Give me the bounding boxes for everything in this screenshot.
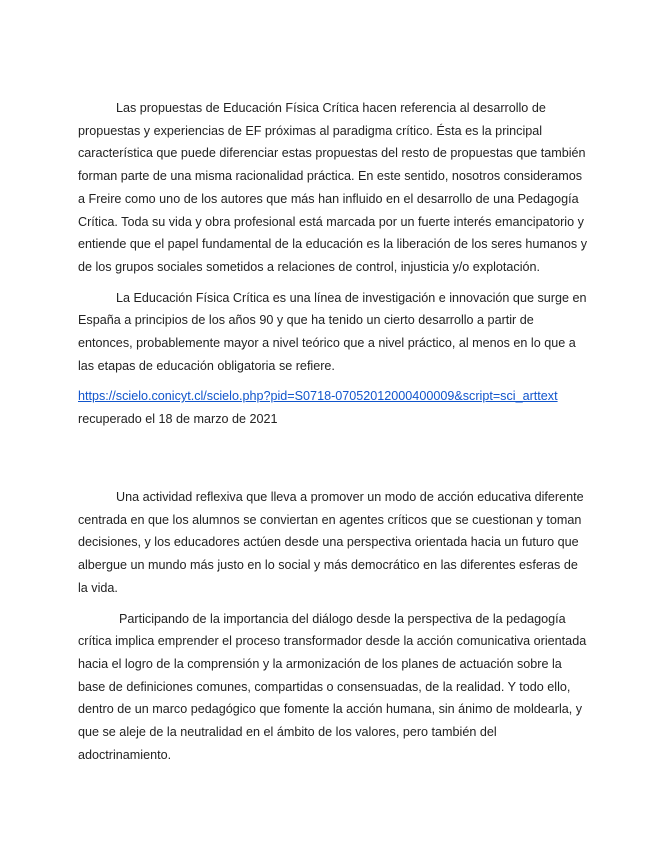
source-link[interactable]: https://scielo.conicyt.cl/scielo.php?pid=S0718-07052012000400009&script=sci_arttext [78,389,558,404]
source-citation [78,385,588,430]
section-critical-pe [78,97,588,431]
paragraph-dialogue-importance: Participando de la importancia del diálogo desde la perspectiva de la pedagogía crítica implica emprender el proceso transformador desde la acción comunicativa orientada hacia el logro de la comprensión y la armonización de los planes de actuación sobre la base de definiciones comunes, compartidas o consensuadas, de la realidad. Y todo ello, dentro de un marco pedagógico que fomente la acción humana, sin ánimo de moldearla, y que se aleje de la neutralidad en el ámbito de los valores, pero también del adoctrinamiento. [78,611,587,762]
paragraph-critical-pe-origin: La Educación Física Crítica es una línea de investigación e innovación que surge en España a principios de los años 90 y que ha tenido un cierto desarrollo a partir de entonces, probablemente mayor a nivel teórico que a nivel práctico, al menos en lo que a las etapas de educación obligatoria se refiere. [78,290,587,373]
section-reflective-activity [78,486,588,766]
paragraph-reflective-activity: Una actividad reflexiva que lleva a promover un modo de acción educativa diferente centrada en que los alumnos se conviertan en agentes críticos que se cuestionan y toman decisiones, y los educadores actúen desde una perspectiva orientada hacia un futuro que albergue un mundo más justo en lo social y más democrático en las diferentes esferas de la vida. [78,490,584,595]
paragraph-critical-pe-definition: Las propuestas de Educación Física Crítica hacen referencia al desarrollo de propuestas y experiencias de EF próximas al paradigma crítico. Ésta es la principal característica que puede diferenciar estas propuestas del resto de propuestas que también forman parte de una misma racionalidad práctica. En este sentido, nosotros consideramos a Freire como uno de los autores que más han influido en el desarrollo de una Pedagogía Crítica. Toda su vida y obra profesional está marcada por un fuerte interés emancipatorio y entiende que el papel fundamental de la educación es la liberación de los seres humanos y de los grupos sociales sometidos a relaciones de control, injusticia y/o explotación. [78,101,587,274]
retrieved-date: recuperado el 18 de marzo de 2021 [78,412,278,427]
